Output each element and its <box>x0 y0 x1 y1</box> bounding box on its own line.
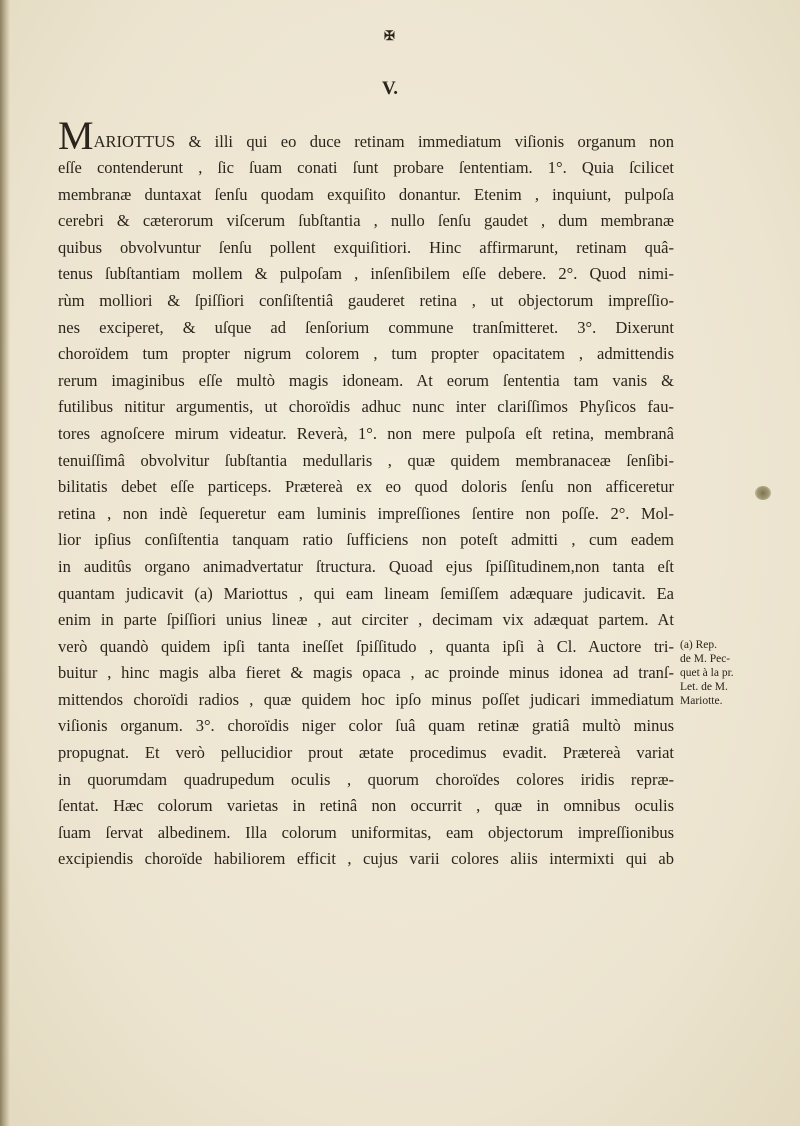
text-line: rùm molliori & ſpiſſiori conſiſtentiâ gauderet retina , ut objectorum impreſſio- <box>58 290 674 310</box>
text-line: tores agnoſcere mirum videatur. Reverà, 1°. non mere pulpoſa eſt retina, membranâ <box>58 423 674 443</box>
footnote-line: de M. Pec- <box>680 653 731 665</box>
text-line: in quorumdam quadrupedum oculis , quorum choroïdes colores iridis repræ- <box>58 769 674 789</box>
page-ornament: ✠ <box>384 28 396 43</box>
text-line: choroïdem tum propter nigrum colorem , tum propter opacitatem , admittendis <box>58 344 674 364</box>
text-line: enim in parte ſpiſſiori unius lineæ , aut circiter , decimam vix adæquat partem. At <box>58 610 674 630</box>
text-line: mittendos choroïdi radios , quæ quidem hoc ipſo minus poſſet judicari immediatum <box>58 689 674 709</box>
footnote-line: (a) Rep. <box>680 639 718 651</box>
margin-footnote <box>680 638 780 708</box>
text-line: nes exciperet, & uſque ad ſenſorium commune tranſmitteret. 3°. Dixerunt <box>58 317 674 337</box>
text-line: tenuiſſimâ obvolvitur ſubſtantia medullaris , quæ quidem membranaceæ ſenſibi- <box>58 450 674 470</box>
text-line: lior ipſius conſiſtentia tanquam ratio ſufficiens non poteſt admitti , cum eadem <box>58 530 674 550</box>
text-line: quibus obvolvuntur ſenſu pollent exquiſitiori. Hinc affirmarunt, retinam quâ- <box>58 237 674 257</box>
text-line: ſentat. Hæc colorum varietas in retinâ non occurrit , quæ in omnibus oculis <box>58 796 674 816</box>
footnote-line: Let. de M. <box>680 681 728 693</box>
text-line: excipiendis choroïde habiliorem efficit , cujus varii colores aliis intermixti qui ab <box>58 849 674 869</box>
footnote-line: Mariotte. <box>680 695 723 707</box>
drop-initial: M <box>58 121 94 155</box>
text-line: futilibus nititur argumentis, ut choroïdis adhuc nunc inter clariſſimos Phyſicos fau- <box>58 397 674 417</box>
section-heading: V. <box>381 78 399 99</box>
text-line: bilitatis debet eſſe particeps. Prætereà ex eo quod doloris ſenſu non afficeretur <box>58 477 674 497</box>
text-line: viſionis organum. 3°. choroïdis niger color ſuâ quam retinæ gratiâ multò minus <box>58 716 674 736</box>
page-edge-shadow <box>0 0 10 1126</box>
text-line: propugnat. Et verò pellucidior prout ætate procedimus evadit. Prætereà variat <box>58 743 674 763</box>
text-line: membranæ duntaxat ſenſu quodam exquiſito donantur. Etenim , inquiunt, pulpoſa <box>58 184 674 204</box>
text-line: buitur , hinc magis alba fieret & magis opaca , ac proinde minus idonea ad tranſ- <box>58 663 674 683</box>
text-line: ſuam ſervat albedinem. Illa colorum uniformitas, eam objectorum impreſſionibus <box>58 822 674 842</box>
body-text <box>58 121 674 873</box>
text-line: rerum imaginibus eſſe multò magis idoneam. At eorum ſententia tam vanis & <box>58 370 674 390</box>
text-line: quantam judicavit (a) Mariottus , qui eam lineam ſemiſſem adæquare judicavit. Ea <box>58 583 674 603</box>
text-line: in auditûs organo animadvertatur ſtructura. Quoad ejus ſpiſſitudinem,non tanta eſt <box>58 556 674 576</box>
text-line: verò quandò quidem ipſi tanta ineſſet ſpiſſitudo , quanta ipſi à Cl. Auctore tri- <box>58 636 674 656</box>
text-line <box>58 121 674 155</box>
text-line: eſſe contenderunt , ſic ſuam conati ſunt probare ſententiam. 1°. Quia ſcilicet <box>58 158 674 177</box>
text-line: retina , non indè ſequeretur eam luminis impreſſiones ſentire non poſſe. 2°. Mol- <box>58 503 674 523</box>
text-line: cerebri & cæterorum viſcerum ſubſtantia , nullo ſenſu gaudet , dum membranæ <box>58 211 674 231</box>
ink-smudge <box>755 486 771 500</box>
text-line: tenus ſubſtantiam mollem & pulpoſam , inſenſibilem eſſe debere. 2°. Quod nimi- <box>58 264 674 284</box>
footnote-line: quet à la pr. <box>680 667 734 679</box>
line-text: ARIOTTUS & illi qui eo duce retinam immediatum viſionis organum non <box>93 132 674 151</box>
